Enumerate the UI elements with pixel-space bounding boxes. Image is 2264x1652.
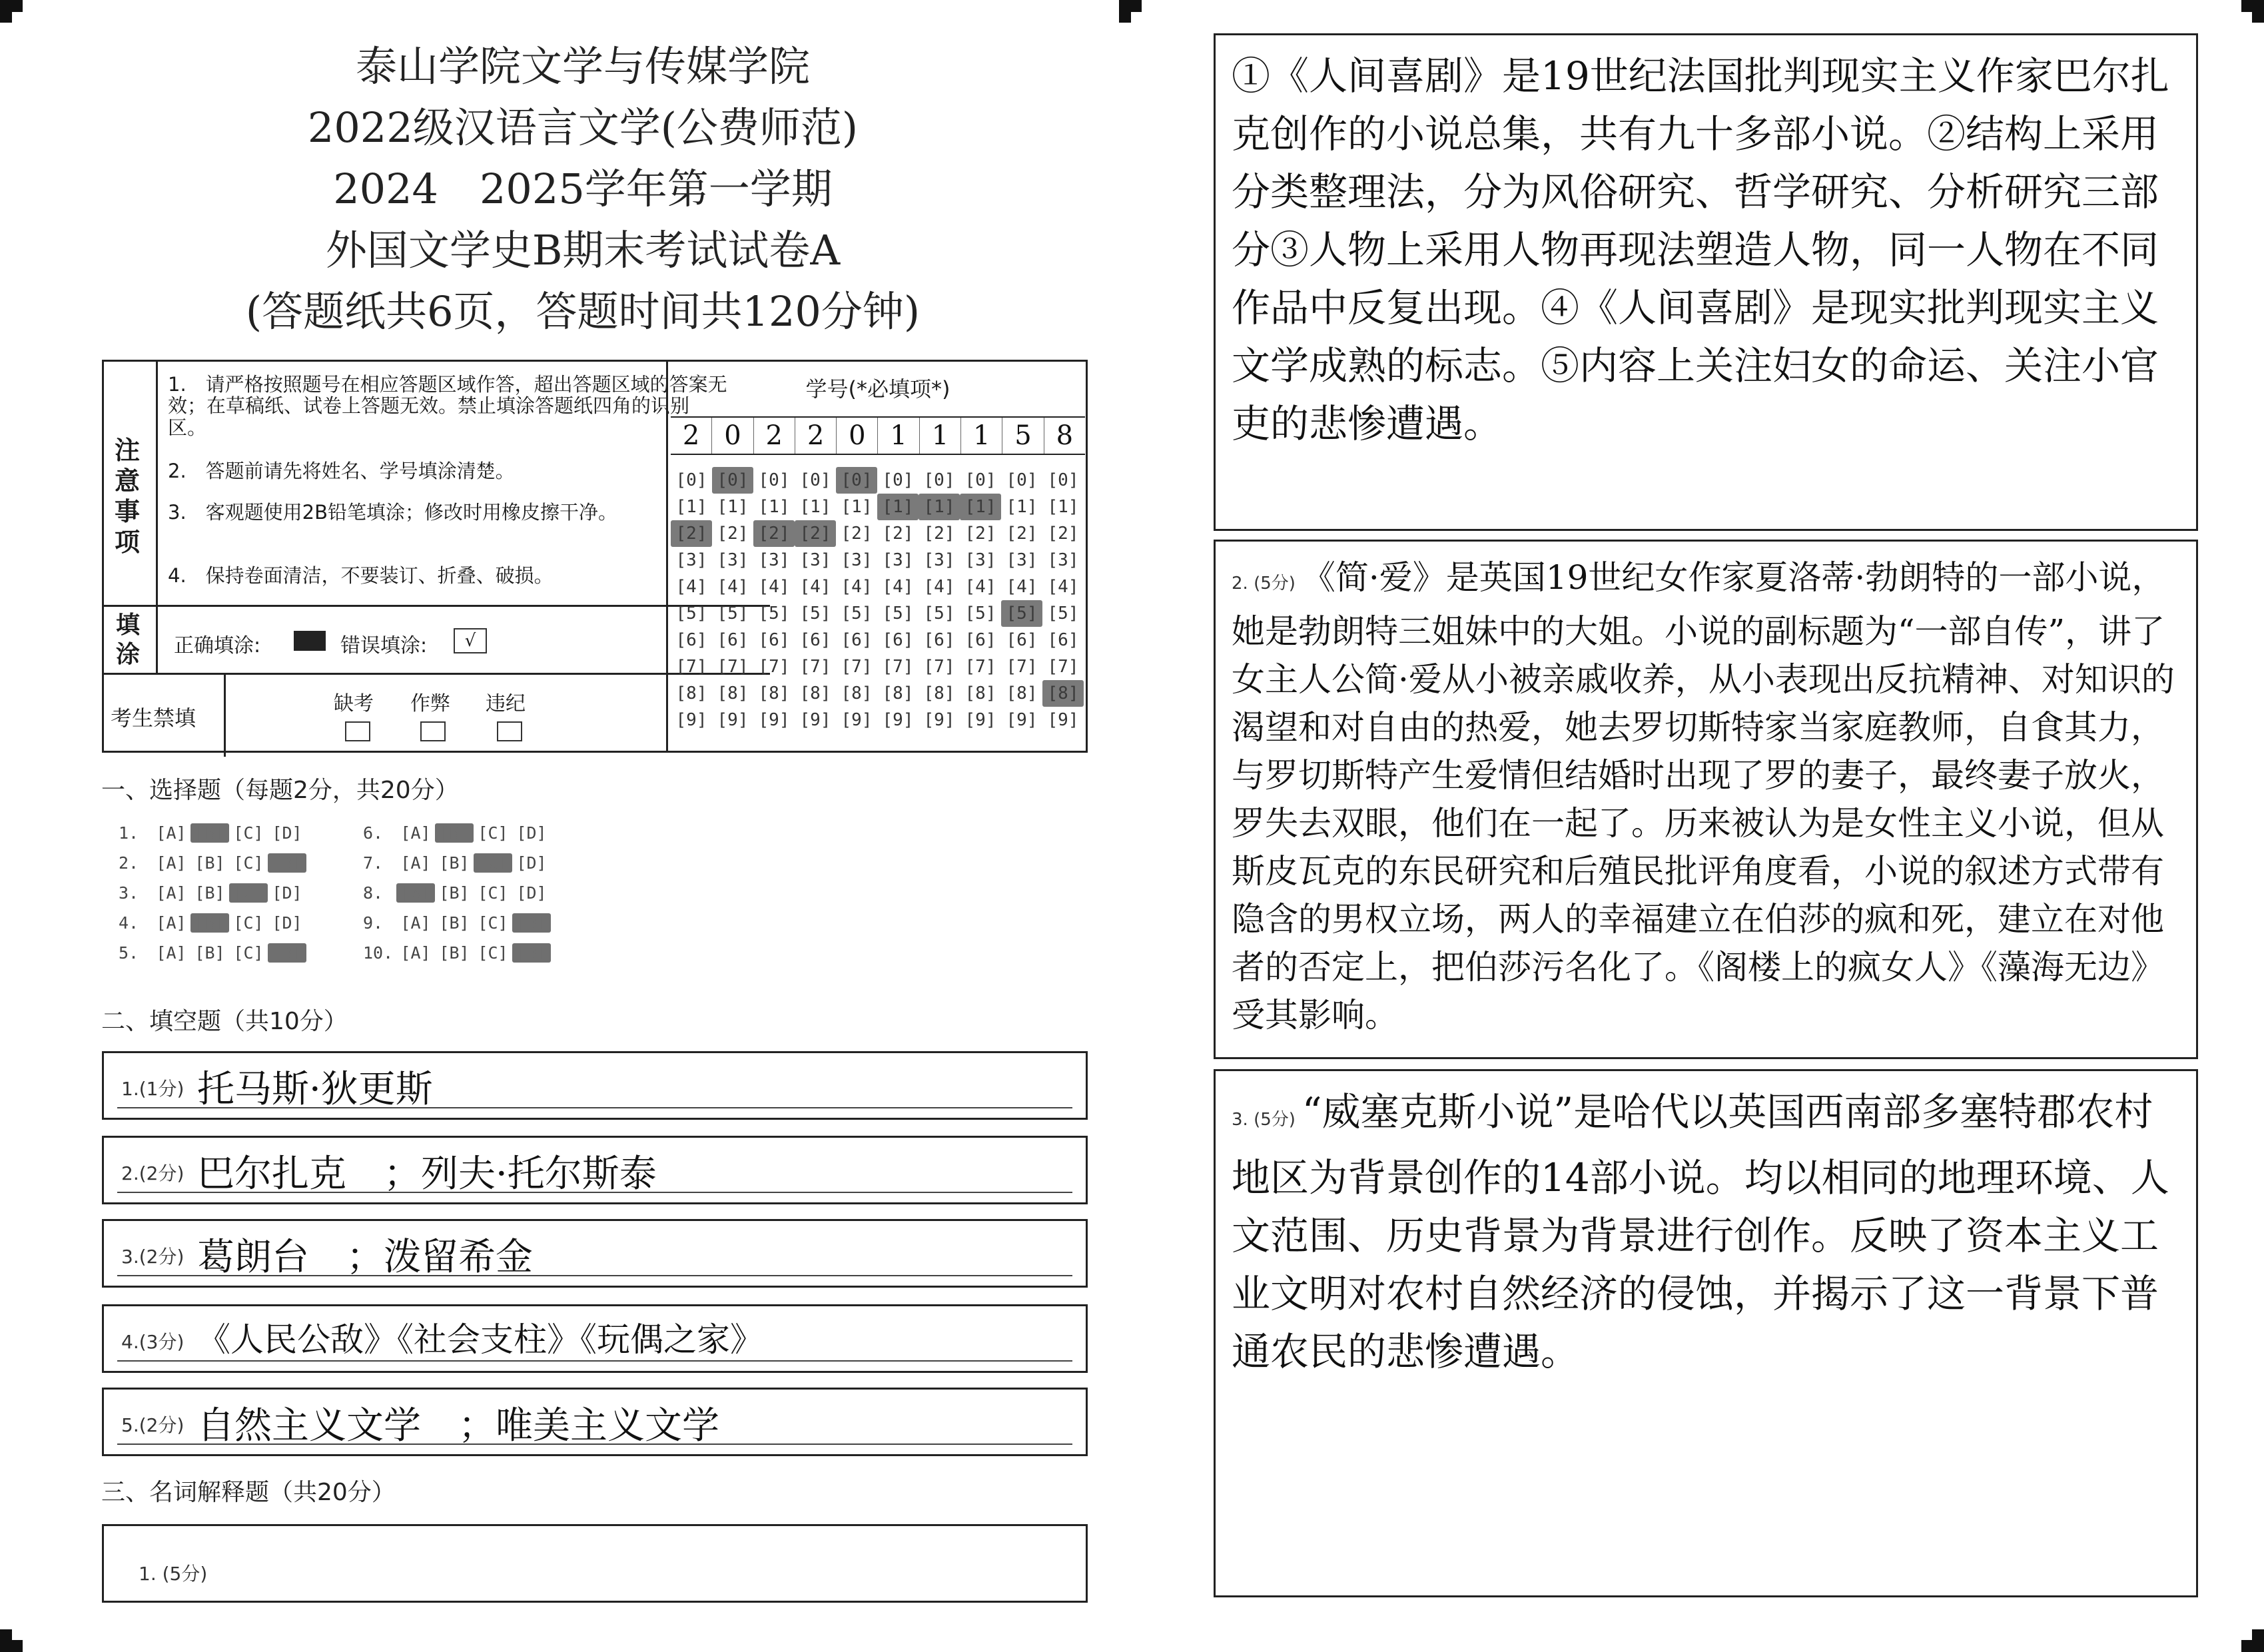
term-answer-1[interactable] [1214, 33, 2198, 531]
mc-option-bubble[interactable]: [B] [194, 853, 225, 873]
term-q3-number: 3. (5分) [1232, 1110, 1296, 1130]
fill-answer-text: 葛朗台 ；泼留希金 [197, 1236, 533, 1279]
mc-option-bubble[interactable]: [D] [268, 943, 306, 963]
notice-item-4: 4. 保持卷面清洁，不要装订、折叠、破损。 [168, 564, 554, 587]
id-bubble[interactable]: [2] [841, 524, 873, 544]
id-bubble[interactable]: [1] [675, 497, 707, 517]
id-bubble[interactable]: [7] [675, 657, 707, 677]
id-bubble[interactable]: [9] [882, 710, 914, 730]
mc-option-bubble[interactable]: [C] [229, 883, 268, 903]
id-bubble[interactable]: [7] [1047, 657, 1079, 677]
title-class: 2022级汉语言文学(公费师范) [307, 103, 859, 152]
id-bubble[interactable]: [8] [758, 683, 790, 703]
id-bubble[interactable]: [8] [675, 683, 707, 703]
title-exam: 外国文学史B期末考试试卷A [325, 226, 841, 274]
notice-label-cell [104, 362, 158, 605]
mc-question-number: 6. [363, 823, 384, 843]
section3-heading: 三、名词解释题（共20分） [101, 1479, 396, 1506]
id-bubble[interactable]: [9] [675, 710, 707, 730]
id-bubble[interactable]: [8] [923, 683, 955, 703]
id-bubble[interactable]: [1] [799, 497, 831, 517]
wrong-fill-sample: √ [454, 628, 487, 653]
id-bubble-column [836, 467, 877, 733]
student-id-digit: 8 [1056, 420, 1074, 451]
id-bubble[interactable]: [0] [799, 470, 831, 490]
id-bubble[interactable]: [7] [1006, 657, 1038, 677]
forbidden-label-cell [104, 675, 226, 757]
mc-option-bubble[interactable]: [A] [156, 853, 187, 873]
id-bubble-column [960, 467, 1001, 733]
id-bubble[interactable]: [0] [964, 470, 996, 490]
term-answer-2-text: 《简·爱》是英国19世纪女作家夏洛蒂·勃朗特的一部小说，她是勃朗特三姐妹中的大姐。小说的副标题为“一部自传”，讲了女主人公简·爱从小被亲戚收养，从小表现出反抗精神、对知识的渴望和对自由的热爱，她去罗切斯特家当家庭教师，自食其力，与罗切斯特产生爱情但结婚时出现了罗的妻子，最终妻子放火，罗失去双眼，他们在一起了。历来被认为是女性主义小说，但从斯皮瓦克的东民研究和后殖民批评角度看，小说的叙述方式带有隐含的男权立场，两人的幸福建立在伯莎的疯和死，建立在对他者的否定上，把伯莎污名化了。《阁楼上的疯女人》《藻海无边》受其影响。 [1232, 558, 2175, 1034]
id-bubble[interactable]: [7] [841, 657, 873, 677]
mc-option-bubble[interactable]: [C] [478, 913, 508, 933]
id-bubble[interactable]: [7] [882, 657, 914, 677]
fill-number: 5.(2分) [121, 1414, 185, 1436]
id-bubble[interactable]: [5] [758, 604, 790, 623]
id-bubble[interactable]: [4] [675, 577, 707, 597]
id-bubble[interactable]: [1] [877, 494, 919, 520]
id-bubble[interactable]: [4] [758, 577, 790, 597]
id-bubble[interactable]: [0] [1047, 470, 1079, 490]
id-bubble[interactable]: [8] [841, 683, 873, 703]
mc-question-number: 8. [363, 883, 384, 903]
id-bubble[interactable]: [3] [923, 550, 955, 570]
id-bubble[interactable]: [4] [1006, 577, 1038, 597]
mc-option-bubble[interactable]: [B] [194, 883, 225, 903]
mc-option-bubble[interactable]: [D] [272, 883, 302, 903]
id-bubble[interactable]: [9] [923, 710, 955, 730]
mc-option-bubble[interactable]: [D] [512, 943, 551, 963]
id-bubble[interactable]: [9] [1047, 710, 1079, 730]
correct-fill-sample [294, 631, 326, 651]
student-id-digit: 1 [961, 418, 1002, 454]
id-bubble[interactable]: [5] [841, 604, 873, 623]
id-bubble[interactable]: [9] [717, 710, 749, 730]
section2-heading: 二、填空题（共10分） [101, 1008, 348, 1035]
mc-option-bubble[interactable]: [D] [516, 883, 547, 903]
fill-number: 3.(2分) [121, 1246, 185, 1268]
id-bubble[interactable]: [7] [758, 657, 790, 677]
id-bubble[interactable]: [5] [799, 604, 831, 623]
mc-option-bubble[interactable]: [C] [478, 823, 508, 843]
id-bubble[interactable]: [4] [923, 577, 955, 597]
id-bubble[interactable]: [4] [717, 577, 749, 597]
mc-option-bubble[interactable]: [A] [400, 913, 431, 933]
student-id-written-row [671, 416, 1085, 455]
id-bubble[interactable]: [0] [882, 470, 914, 490]
mc-option-bubble[interactable]: [D] [516, 823, 547, 843]
mc-question-row [363, 943, 551, 963]
header-info-box [102, 360, 1088, 753]
title-note: (答题纸共6页，答题时间共120分钟) [245, 287, 921, 336]
id-bubble[interactable]: [8] [717, 683, 749, 703]
id-bubble[interactable]: [2] [671, 520, 712, 547]
mc-option-bubble[interactable]: [C] [233, 943, 264, 963]
mc-question-row [363, 883, 551, 903]
id-bubble[interactable]: [9] [1006, 710, 1038, 730]
term-q2-number: 2. (5分) [1232, 574, 1296, 594]
fill-answer-4[interactable] [102, 1304, 1088, 1373]
forbidden-label: 考生禁填 [111, 705, 196, 731]
student-id-label: 学号(*必填项*) [805, 376, 950, 402]
id-bubble[interactable]: [1] [1006, 497, 1038, 517]
mc-option-bubble[interactable]: [A] [400, 943, 431, 963]
id-bubble[interactable]: [3] [717, 550, 749, 570]
mc-question-row [119, 823, 306, 843]
section1-heading: 一、选择题（每题2分，共20分） [101, 777, 459, 804]
id-bubble[interactable]: [0] [923, 470, 955, 490]
term-answer-3[interactable] [1214, 1069, 2198, 1597]
mc-question-number: 5. [119, 943, 139, 963]
mc-option-bubble[interactable]: [B] [439, 943, 470, 963]
mc-question-number: 2. [119, 853, 139, 873]
id-bubble[interactable]: [0] [836, 467, 877, 494]
id-bubble[interactable]: [8] [964, 683, 996, 703]
id-bubble[interactable]: [2] [882, 524, 914, 544]
mc-option-bubble[interactable]: [C] [478, 883, 508, 903]
student-id-digit: 2 [671, 418, 712, 454]
corner-mark-top-center [1119, 0, 1142, 23]
id-bubble[interactable]: [1] [919, 494, 960, 520]
id-bubble-column [712, 467, 753, 733]
id-bubble[interactable]: [3] [1006, 550, 1038, 570]
mc-option-bubble[interactable]: [B] [439, 853, 470, 873]
term-q1-number: 1. (5分) [139, 1563, 208, 1585]
id-bubble[interactable]: [0] [758, 470, 790, 490]
mc-option-bubble[interactable]: [B] [439, 913, 470, 933]
student-id-digit: 5 [1002, 418, 1044, 454]
fill-number: 4.(3分) [121, 1331, 185, 1353]
student-id-digit: 2 [795, 418, 837, 454]
id-bubble[interactable]: [8] [1006, 683, 1038, 703]
id-bubble-column [1001, 467, 1042, 733]
student-id-digit: 1 [878, 418, 919, 454]
student-id-digit: 1 [920, 418, 961, 454]
id-bubble[interactable]: [6] [841, 630, 873, 650]
id-bubble[interactable]: [5] [964, 604, 996, 623]
id-bubble[interactable]: [5] [1001, 600, 1042, 627]
mc-option-bubble[interactable]: [C] [474, 853, 512, 873]
id-bubble[interactable]: [9] [841, 710, 873, 730]
mc-question-number: 3. [119, 883, 139, 903]
id-bubble[interactable]: [1] [960, 494, 1001, 520]
mc-option-bubble[interactable]: [D] [272, 823, 302, 843]
student-id-digit: 2 [754, 418, 795, 454]
mc-question-number: 10. [363, 943, 394, 963]
id-bubble[interactable]: [7] [799, 657, 831, 677]
fill-label: 填涂 [116, 612, 141, 668]
violation-label: 违纪 [486, 692, 526, 715]
mc-option-bubble[interactable]: [A] [156, 943, 187, 963]
mc-question-row [119, 853, 306, 873]
mc-option-bubble[interactable]: [B] [194, 943, 225, 963]
cheat-label: 作弊 [410, 692, 450, 715]
id-bubble[interactable]: [4] [799, 577, 831, 597]
cheat-checkbox[interactable] [420, 721, 446, 741]
id-bubble[interactable]: [6] [923, 630, 955, 650]
id-bubble[interactable]: [3] [841, 550, 873, 570]
mc-option-bubble[interactable]: [D] [516, 853, 547, 873]
id-bubble[interactable]: [6] [1006, 630, 1038, 650]
fill-answer-2[interactable] [102, 1136, 1088, 1204]
correct-fill-label: 正确填涂: [174, 634, 261, 657]
id-bubble[interactable]: [9] [758, 710, 790, 730]
title-college: 泰山学院文学与传媒学院 [355, 42, 810, 91]
corner-mark-bottom-left [0, 1629, 23, 1652]
violation-checkbox[interactable] [497, 721, 522, 741]
id-bubble[interactable]: [6] [675, 630, 707, 650]
fill-answer-3[interactable] [102, 1219, 1088, 1288]
term-answer-1-start[interactable] [102, 1524, 1088, 1603]
id-bubble[interactable]: [1] [758, 497, 790, 517]
id-bubble[interactable]: [1] [841, 497, 873, 517]
id-bubble-column [1042, 467, 1084, 733]
corner-mark-bottom-right [2241, 1629, 2264, 1652]
notice-item-1: 1. 请严格按照题号在相应答题区域作答，超出答题区域的答案无效；在草稿纸、试卷上答题无效。禁止填涂答题纸四角的识别区。 [168, 373, 727, 439]
id-bubble[interactable]: [0] [712, 467, 753, 494]
student-id-area [666, 362, 1088, 751]
id-bubble[interactable]: [7] [964, 657, 996, 677]
id-bubble[interactable]: [4] [841, 577, 873, 597]
corner-mark-top-right [2241, 0, 2264, 23]
id-bubble-column [877, 467, 919, 733]
id-bubble[interactable]: [6] [758, 630, 790, 650]
id-bubble[interactable]: [5] [1047, 604, 1079, 623]
id-bubble[interactable]: [9] [964, 710, 996, 730]
mc-option-bubble[interactable]: [A] [400, 823, 431, 843]
mc-option-bubble[interactable]: [A] [396, 883, 435, 903]
id-bubble[interactable]: [1] [1047, 497, 1079, 517]
id-bubble[interactable]: [5] [882, 604, 914, 623]
id-bubble[interactable]: [0] [1006, 470, 1038, 490]
id-bubble[interactable]: [3] [1047, 550, 1079, 570]
mc-option-bubble[interactable]: [B] [190, 823, 229, 843]
mc-option-bubble[interactable]: [D] [512, 913, 551, 933]
id-bubble[interactable]: [2] [753, 520, 795, 547]
id-bubble[interactable]: [6] [964, 630, 996, 650]
mc-option-bubble[interactable]: [C] [233, 823, 264, 843]
notice-item-2: 2. 答题前请先将姓名、学号填涂清楚。 [168, 460, 515, 482]
absent-label: 缺考 [334, 692, 374, 715]
id-bubble[interactable]: [6] [799, 630, 831, 650]
mc-option-bubble[interactable]: [B] [190, 913, 229, 933]
fill-answer-text: 《人民公敌》《社会支柱》《玩偶之家》 [197, 1320, 763, 1359]
student-id-bubble-grid [671, 467, 1085, 740]
fill-answer-5[interactable] [102, 1388, 1088, 1456]
id-bubble[interactable]: [5] [923, 604, 955, 623]
id-bubble[interactable]: [2] [795, 520, 836, 547]
fill-label-cell [104, 607, 158, 675]
fill-number: 2.(2分) [121, 1162, 185, 1184]
id-bubble-column [919, 467, 960, 733]
id-bubble[interactable]: [3] [882, 550, 914, 570]
mc-option-bubble[interactable]: [C] [478, 943, 508, 963]
id-bubble[interactable]: [8] [1042, 680, 1084, 707]
mc-option-bubble[interactable]: [D] [268, 853, 306, 873]
mc-question-row [363, 913, 551, 933]
fill-answer-text: 巴尔扎克 ；列夫·托尔斯泰 [197, 1152, 657, 1196]
id-bubble[interactable]: [4] [964, 577, 996, 597]
id-bubble[interactable]: [4] [882, 577, 914, 597]
mc-question-row [363, 853, 551, 873]
mc-option-bubble[interactable]: [B] [439, 883, 470, 903]
mc-question-row [363, 823, 551, 843]
mc-option-bubble[interactable]: [A] [156, 823, 187, 843]
id-bubble[interactable]: [2] [717, 524, 749, 544]
mc-question-number: 4. [119, 913, 139, 933]
id-bubble[interactable]: [3] [964, 550, 996, 570]
term-answer-3-text: “威塞克斯小说”是哈代以英国西南部多塞特郡农村地区为背景创作的14部小说。均以相同的地理环境、人文范围、历史背景为背景进行创作。反映了资本主义工业文明对农村自然经济的侵蚀，并揭示了这一背景下普通农民的悲惨遭遇。 [1232, 1089, 2169, 1374]
mc-option-bubble[interactable]: [D] [272, 913, 302, 933]
notice-label: 注意事项 [115, 436, 141, 557]
fill-answer-1[interactable] [102, 1051, 1088, 1120]
id-bubble[interactable]: [3] [799, 550, 831, 570]
mc-option-bubble[interactable]: [C] [233, 853, 264, 873]
id-bubble[interactable]: [7] [717, 657, 749, 677]
id-bubble[interactable]: [6] [1047, 630, 1079, 650]
id-bubble[interactable]: [8] [799, 683, 831, 703]
mc-question-number: 1. [119, 823, 139, 843]
term-answer-2[interactable] [1214, 540, 2198, 1059]
student-id-digit: 0 [837, 418, 878, 454]
id-bubble[interactable]: [4] [1047, 577, 1079, 597]
absent-checkbox[interactable] [345, 721, 370, 741]
mc-option-bubble[interactable]: [B] [435, 823, 474, 843]
id-bubble[interactable]: [9] [799, 710, 831, 730]
mc-option-bubble[interactable]: [C] [233, 913, 264, 933]
id-bubble[interactable]: [6] [882, 630, 914, 650]
mc-option-bubble[interactable]: [A] [156, 883, 187, 903]
mc-option-bubble[interactable]: [A] [400, 853, 431, 873]
id-bubble[interactable]: [6] [717, 630, 749, 650]
fill-number: 1.(1分) [121, 1078, 185, 1100]
notice-item-3: 3. 客观题使用2B铅笔填涂；修改时用橡皮擦干净。 [168, 501, 618, 524]
id-bubble[interactable]: [2] [1047, 524, 1079, 544]
mc-question-row [119, 883, 306, 903]
term-answer-1-text: ①《人间喜剧》是19世纪法国批判现实主义作家巴尔扎克创作的小说总集，共有九十多部小说。②结构上采用分类整理法，分为风俗研究、哲学研究、分析研究三部分③人物上采用人物再现法塑造人物，同一人物在不同作品中反复出现。④《人间喜剧》是现实批判现实主义文学成熟的标志。⑤内容上关注妇女的命运、关注小官吏的悲惨遭遇。 [1232, 53, 2169, 446]
id-bubble[interactable]: [2] [923, 524, 955, 544]
id-bubble[interactable]: [0] [675, 470, 707, 490]
mc-question-number: 7. [363, 853, 384, 873]
mc-option-bubble[interactable]: [A] [156, 913, 187, 933]
mc-question-number: 9. [363, 913, 384, 933]
id-bubble-column [795, 467, 836, 733]
id-bubble[interactable]: [3] [675, 550, 707, 570]
fill-answer-text: 托马斯·狄更斯 [197, 1068, 433, 1111]
id-bubble[interactable]: [1] [717, 497, 749, 517]
id-bubble[interactable]: [5] [675, 604, 707, 623]
student-id-digit: 0 [712, 418, 753, 454]
mc-question-row [119, 943, 306, 963]
fill-answer-text: 自然主义文学 ；唯美主义文学 [197, 1404, 719, 1447]
title-term: 2024 2025学年第一学期 [333, 165, 833, 213]
mc-question-row [119, 913, 306, 933]
id-bubble[interactable]: [3] [758, 550, 790, 570]
id-bubble-column [753, 467, 795, 733]
id-bubble[interactable]: [2] [964, 524, 996, 544]
id-bubble-column [671, 467, 712, 733]
id-bubble[interactable]: [5] [717, 604, 749, 623]
corner-mark-top-left [0, 0, 23, 23]
id-bubble[interactable]: [8] [882, 683, 914, 703]
wrong-fill-label: 错误填涂: [340, 634, 428, 657]
id-bubble[interactable]: [7] [923, 657, 955, 677]
id-bubble[interactable]: [2] [1006, 524, 1038, 544]
